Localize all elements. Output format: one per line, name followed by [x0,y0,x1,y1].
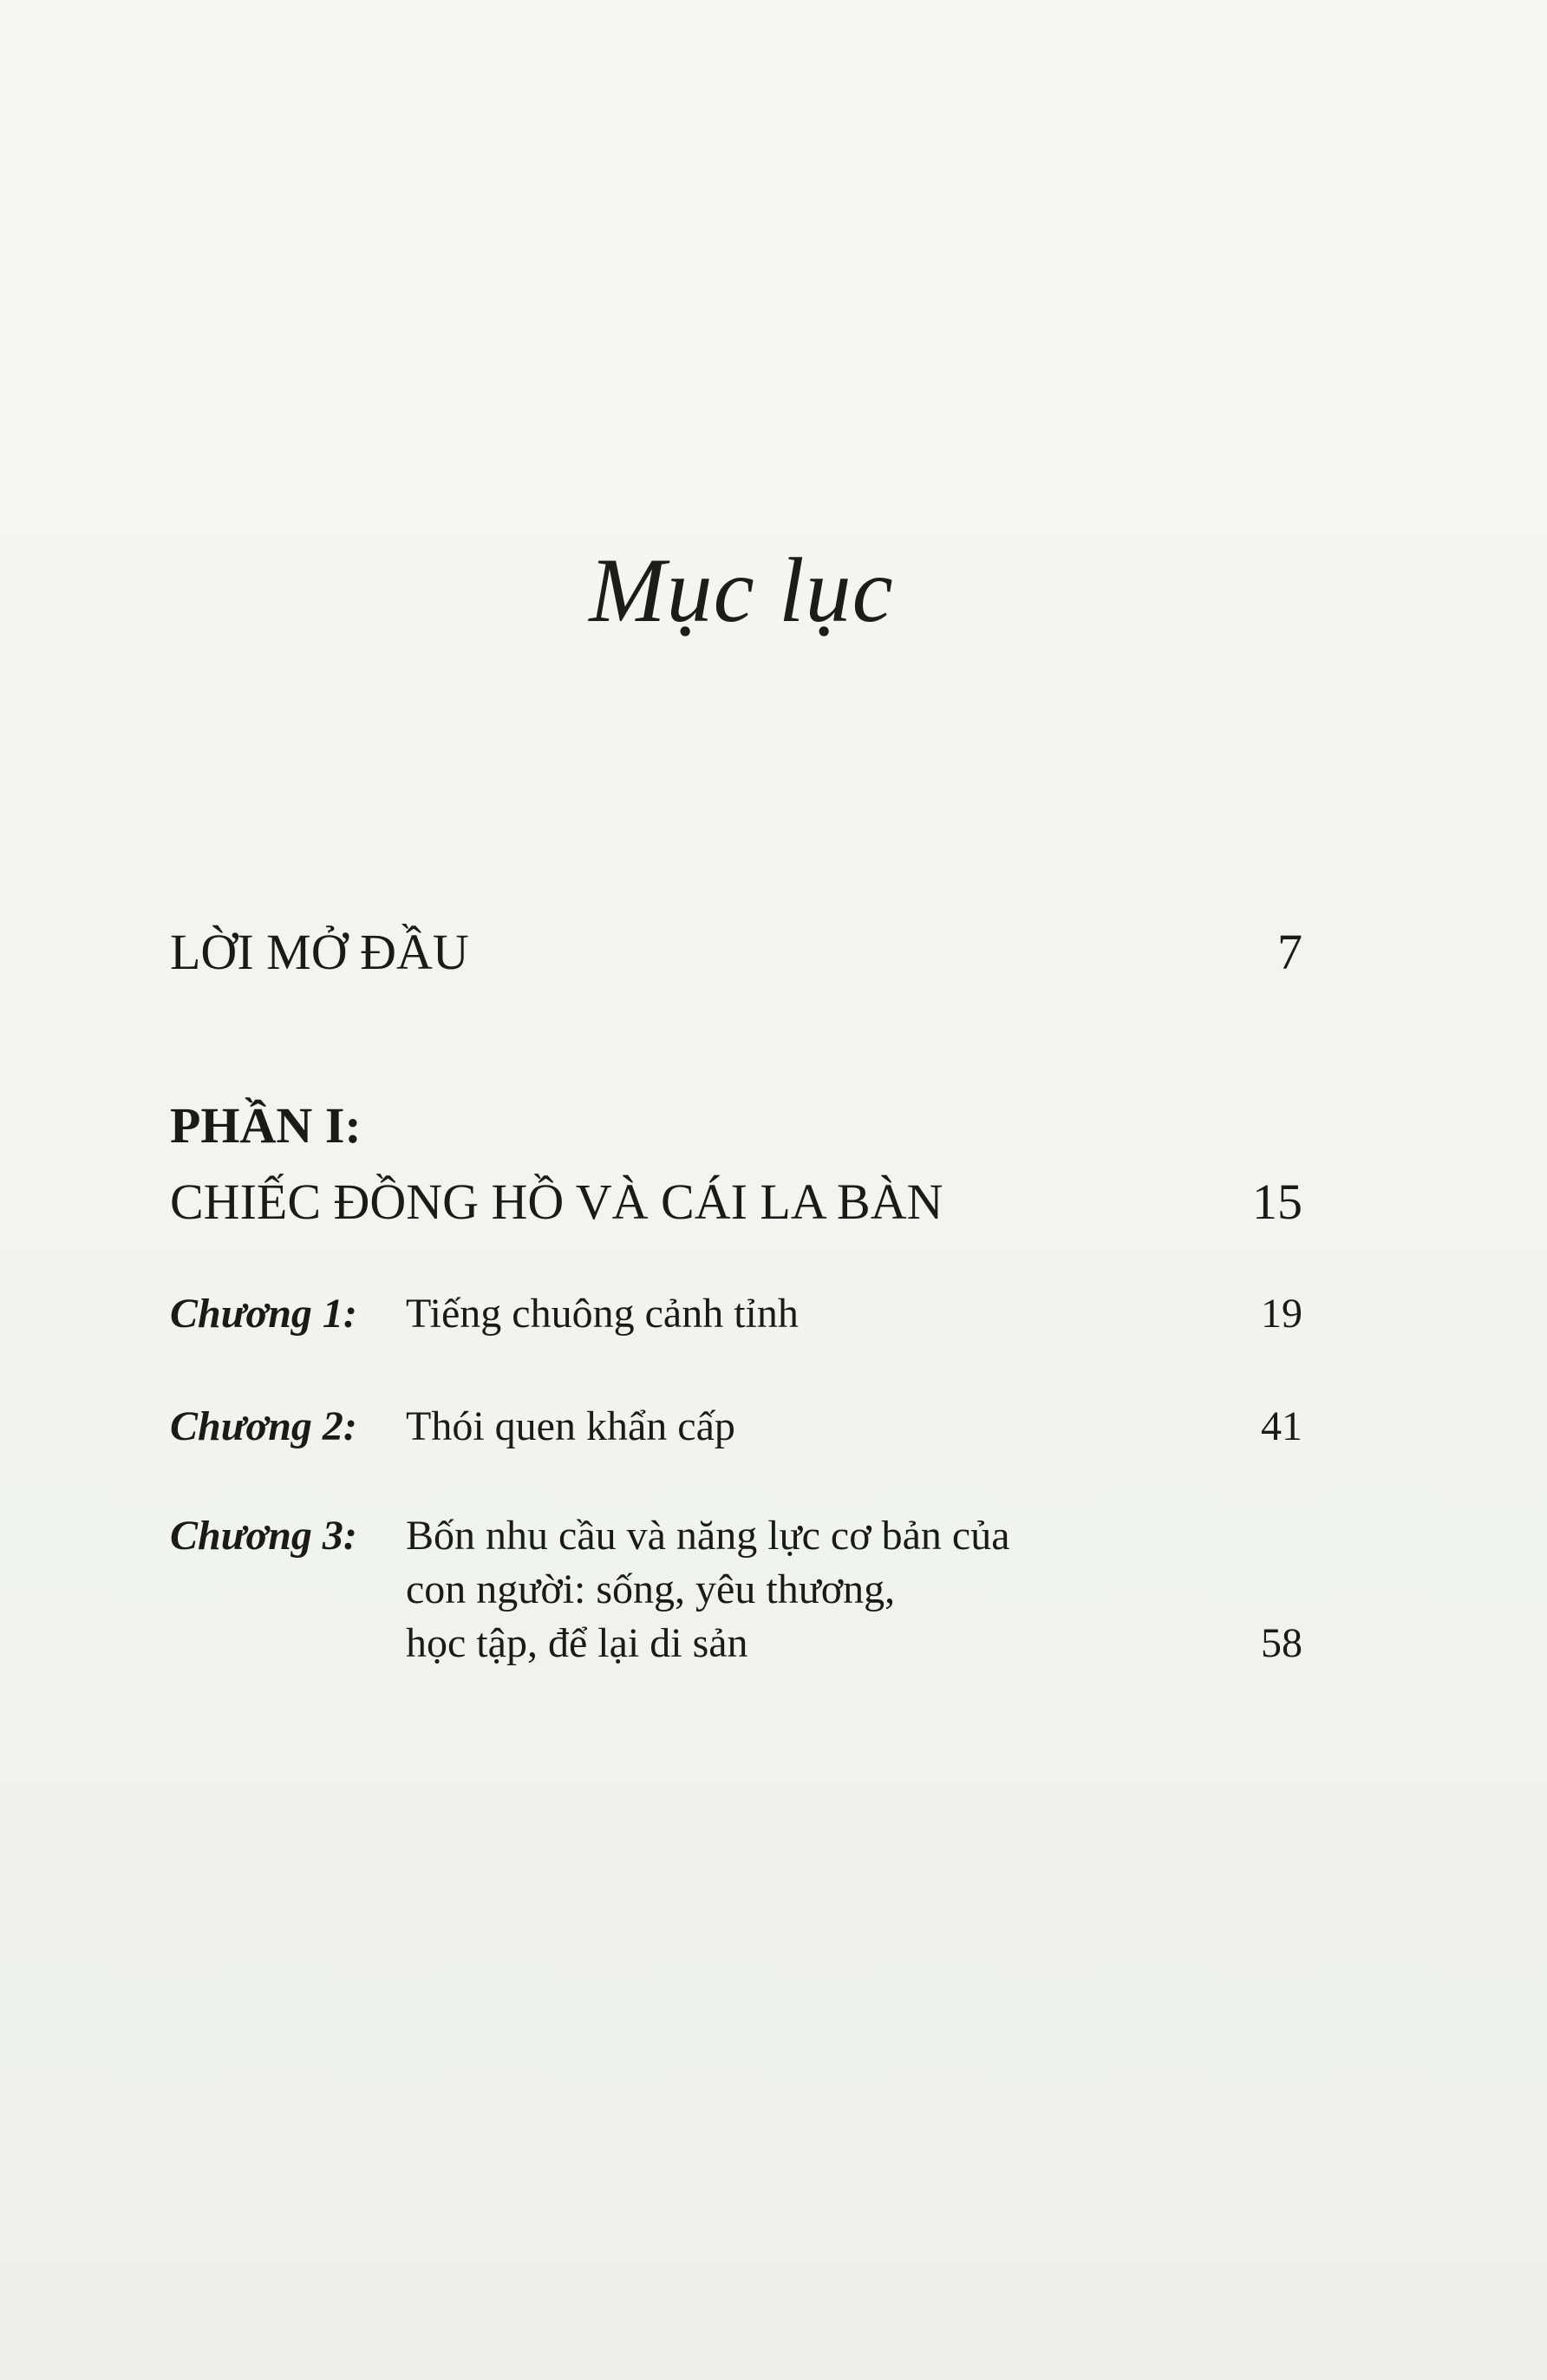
chapter-3-title [406,1509,1152,1671]
chapter-3-title-line-3: học tập, để lại di sản [406,1620,748,1666]
page-title: Mục lục [589,539,894,641]
toc-entry-part-1[interactable] [170,1171,1302,1233]
chapter-2-label: Chương 2: [170,1403,357,1449]
toc-entry-chapter-2[interactable] [170,1400,1302,1454]
toc-entry-preface[interactable] [170,921,1302,984]
chapter-3-page-number: 58 [1261,1620,1302,1666]
toc-entry-chapter-3[interactable] [170,1509,1302,1683]
part-1-title: CHIẾC ĐỒNG HỒ VÀ CÁI LA BÀN [170,1174,943,1230]
chapter-3-label: Chương 3: [170,1513,357,1559]
chapter-1-page-number: 19 [1261,1291,1302,1337]
toc-entry-chapter-1[interactable] [170,1287,1302,1341]
chapter-2-title: Thói quen khẩn cấp [406,1403,735,1449]
chapter-1-label: Chương 1: [170,1291,357,1337]
preface-label: LỜI MỞ ĐẦU [170,924,469,980]
chapter-3-title-line-2: con người: sống, yêu thương, [406,1566,896,1612]
chapter-2-page-number: 41 [1261,1403,1302,1449]
preface-page-number: 7 [1277,924,1302,980]
chapter-1-title: Tiếng chuông cảnh tỉnh [406,1291,799,1337]
chapter-3-title-line-1: Bốn nhu cầu và năng lực cơ bản của [406,1513,1010,1559]
part-1-page-number: 15 [1252,1174,1302,1230]
part-1-label: PHẦN I: [170,1097,362,1154]
